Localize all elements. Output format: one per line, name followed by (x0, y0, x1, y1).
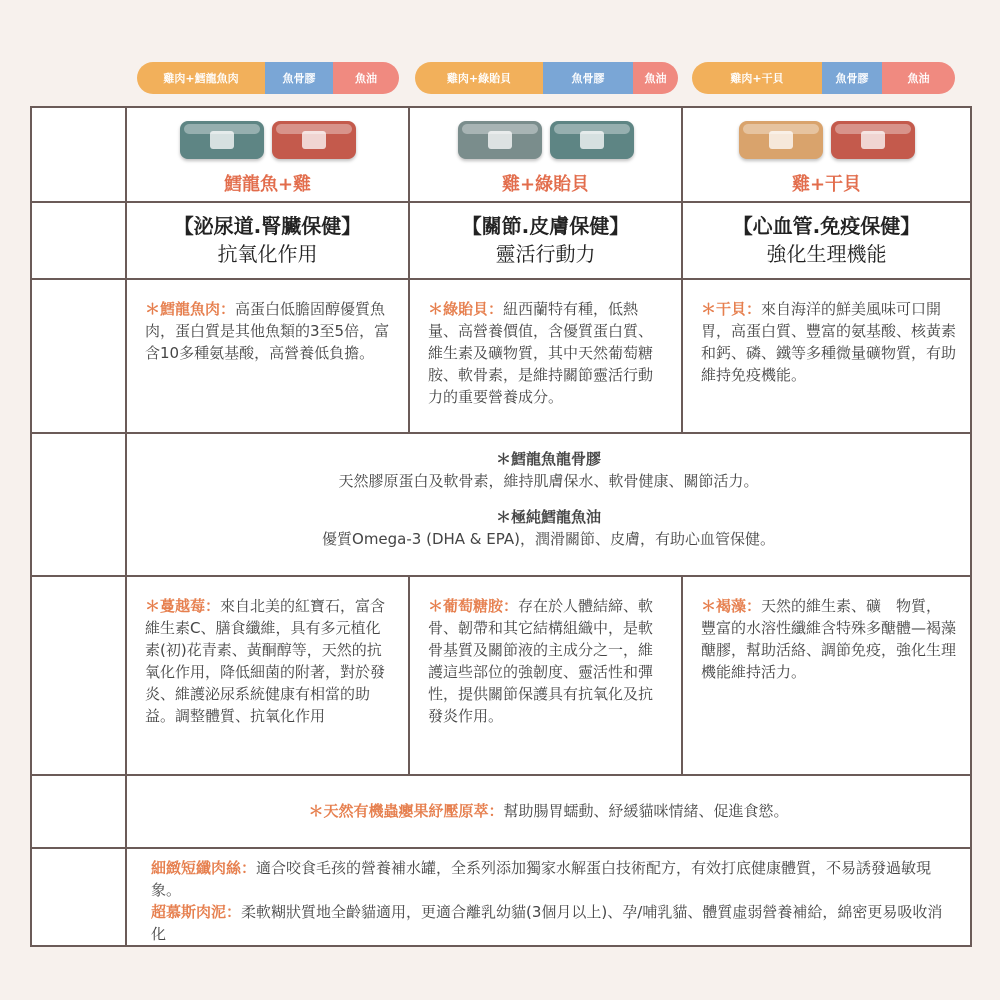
function-cell-1 (126, 202, 409, 279)
formula-text: 天然膠原蛋白及軟骨素，維持肌膚保水、軟骨健康、關節活力。 (338, 472, 759, 490)
base-name: 雞+綠貽貝 (501, 174, 590, 195)
additive-cell-3 (682, 576, 971, 775)
pill-collagen: 魚骨膠 (822, 62, 882, 94)
row-function (31, 202, 971, 279)
pill-collagen: 魚骨膠 (265, 62, 333, 94)
description: 紐西蘭特有種，低熱量、高營養價值，含優質蛋白質、維生素及礦物質，其中天然葡萄糖胺、軟骨素，是維持關節靈活行動力的重要營養成分。 (428, 300, 654, 406)
base-cell-1 (126, 107, 409, 202)
pill-group-3 (692, 62, 955, 94)
pill-main: 雞肉+綠貽貝 (415, 62, 543, 94)
can-image (458, 121, 542, 159)
highlight-term: ＊干貝： (701, 300, 762, 318)
function-sub: 抗氧化作用 (217, 242, 318, 266)
nutrition-cell-2 (409, 279, 682, 433)
function-cell-2 (409, 202, 682, 279)
can-image (272, 121, 356, 159)
row-label-additive: 機能 添加 (31, 576, 126, 775)
pill-main: 雞肉+干貝 (692, 62, 822, 94)
pill-oil: 魚油 (882, 62, 955, 94)
highlight-term: 超慕斯肉泥： (151, 903, 242, 921)
can-image (180, 121, 264, 159)
can-image (831, 121, 915, 159)
highlight-term: ＊綠貽貝： (428, 300, 504, 318)
pill-oil: 魚油 (333, 62, 399, 94)
formula-title: ＊鱈龍魚龍骨膠 (495, 450, 601, 468)
function-sub: 強化生理機能 (766, 242, 887, 266)
row-additive (31, 576, 971, 775)
row-label-stress: 紓壓 原萃 (31, 775, 126, 848)
row-base (31, 107, 971, 202)
row-label-base: 主食 基底 (31, 107, 126, 202)
description: 來自北美的紅寶石，富含維生素C、膳食纖維，具有多元植化素(初)花青素、黃酮醇等，天然的抗氧化作用，降低細菌的附著，對於發炎、維護泌尿系統健康有相當的助益。調整體質、抗氧化作用 (145, 597, 386, 725)
function-cell-3 (682, 202, 971, 279)
highlight-term: 細緻短纖肉絲： (151, 859, 257, 877)
formula-title: ＊極純鱈龍魚油 (495, 508, 601, 526)
can-images (410, 108, 681, 170)
row-stress (31, 775, 971, 848)
row-nutrition (31, 279, 971, 433)
can-image (550, 121, 634, 159)
comparison-table (30, 106, 972, 947)
base-name: 雞+干貝 (791, 174, 862, 195)
texture-cell (126, 848, 971, 946)
highlight-term: ＊葡萄糖胺： (428, 597, 519, 615)
description: 適合咬食毛孩的營養補水罐，全系列添加獨家水解蛋白技術配方，有效打底健康體質，不易誘發過敏現象。 (151, 859, 932, 899)
pill-group-2 (415, 62, 678, 94)
nutrition-cell-1 (126, 279, 409, 433)
additive-cell-2 (409, 576, 682, 775)
can-images (683, 108, 970, 170)
highlight-term: ＊鱈龍魚肉： (145, 300, 236, 318)
additive-cell-1 (126, 576, 409, 775)
pill-group-1 (137, 62, 399, 94)
nutrition-cell-3 (682, 279, 971, 433)
texture-item (151, 901, 956, 945)
row-texture (31, 848, 971, 946)
row-formula (31, 433, 971, 576)
base-cell-3 (682, 107, 971, 202)
description: 天然的維生素、礦 物質，豐富的水溶性纖維含特殊多醣體—褐藻醣膠，幫助活絡、調節免疫，強化生理機能維持活力。 (701, 597, 957, 681)
description: 高蛋白低膽固醇優質魚肉，蛋白質是其他魚類的3至5倍，富含10多種氨基酸，高營養低負擔。 (145, 300, 390, 362)
function-title: 【泌尿道.腎臟保健】 (173, 214, 362, 238)
description: 來自海洋的鮮美風味可口開胃，高蛋白質、豐富的氨基酸、核黃素和鈣、磷、鐵等多種微量礦物質，有助維持免疫機能。 (701, 300, 957, 384)
texture-item (151, 857, 956, 901)
description: 幫助腸胃蠕動、紓緩貓咪情緒、促進食慾。 (503, 802, 789, 820)
stress-cell (126, 775, 971, 848)
function-title: 【關節.皮膚保健】 (461, 214, 630, 238)
base-cell-2 (409, 107, 682, 202)
row-label-nutrition: 營養 成分 (31, 279, 126, 433)
pill-main: 雞肉+鱈龍魚肉 (137, 62, 265, 94)
pill-oil: 魚油 (633, 62, 678, 94)
base-name: 鱈龍魚+雞 (223, 174, 312, 195)
can-images (127, 108, 408, 170)
description: 存在於人體結締、軟骨、韌帶和其它結構組織中，是軟骨基質及關節液的主成分之一，維護這些部位的強韌度、靈活性和彈性，提供關節保護具有抗氧化及抗發炎作用。 (428, 597, 654, 725)
highlight-term: ＊蔓越莓： (145, 597, 221, 615)
description: 柔軟糊狀質地全齡貓適用，更適合離乳幼貓(3個月以上)、孕/哺乳貓、體質虛弱營養補給，綿密更易吸收消化 (151, 903, 943, 943)
highlight-term: ＊褐藻： (701, 597, 762, 615)
row-label-formula: 雪鱘 配方 (31, 433, 126, 576)
row-label-texture: 兩款 質地 (31, 848, 126, 946)
function-title: 【心血管.免疫保健】 (732, 214, 921, 238)
formula-cell (126, 433, 971, 576)
can-image (739, 121, 823, 159)
formula-text: 優質Omega-3 (DHA & EPA)，潤滑關節、皮膚，有助心血管保健。 (322, 530, 775, 548)
pill-collagen: 魚骨膠 (543, 62, 633, 94)
function-sub: 靈活行動力 (495, 242, 596, 266)
row-label-function: 機能 保健 (31, 202, 126, 279)
highlight-term: ＊天然有機蟲癭果紓壓原萃： (308, 802, 504, 820)
